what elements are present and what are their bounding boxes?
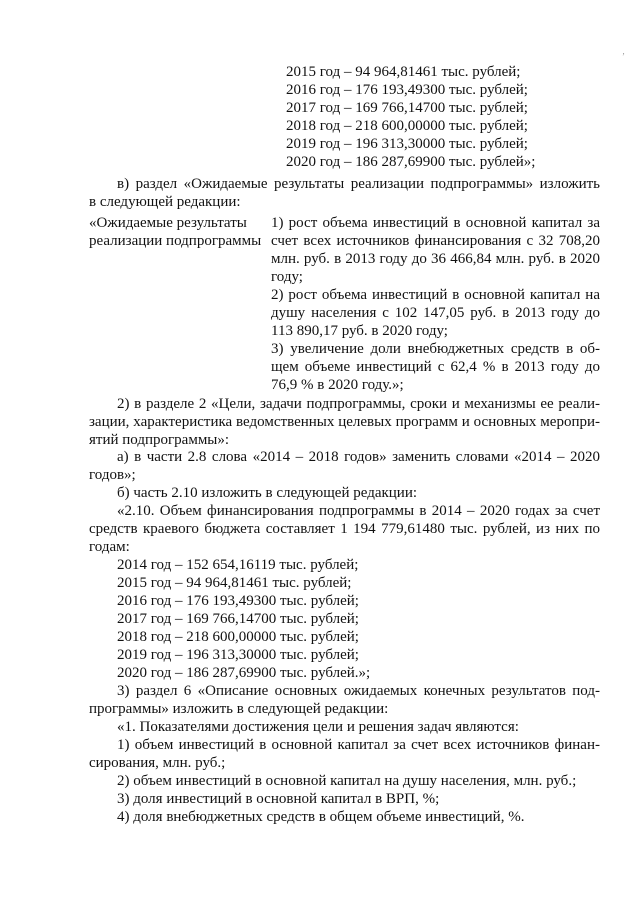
para-a-line: а) в части 2.8 слова «2014 – 2018 годов» заменить словами «2014 – 2020	[117, 449, 600, 465]
section3-line: программы» изложить в следующей редакции:	[89, 701, 389, 717]
top-year-line: 2015 год – 94 964,81461 тыс. рублей;	[286, 64, 521, 80]
table-right-line: 2) рост объема инвестиций в основной капитал на	[271, 287, 600, 303]
indicator-line: 2) объем инвестиций в основной капитал на душу населения, млн. руб.;	[117, 773, 577, 789]
top-year-line: 2018 год – 218 600,00000 тыс. рублей;	[286, 118, 528, 134]
para-210-line: «2.10. Объем финансирования подпрограммы в 2014 – 2020 годах за счет	[117, 503, 600, 519]
table-left-cell: «Ожидаемые результаты	[89, 215, 247, 231]
section2-line: ятий подпрограммы»:	[89, 432, 230, 448]
para-v-line: в следующей редакции:	[89, 194, 241, 210]
table-right-line: 1) рост объема инвестиций в основной капитал за	[271, 215, 600, 231]
indicators-intro: «1. Показателями достижения цели и решения задач являются:	[117, 719, 519, 735]
mid-year-line: 2016 год – 176 193,49300 тыс. рублей;	[117, 593, 359, 609]
table-right-line: душу населения с 102 147,05 руб. в 2013 году до	[271, 305, 600, 321]
table-right-line: 76,9 % в 2020 году.»;	[271, 377, 404, 393]
top-year-line: 2017 год – 169 766,14700 тыс. рублей;	[286, 100, 528, 116]
para-210-line: средств краевого бюджета составляет 1 194 779,61480 тыс. рублей, из них по	[89, 521, 600, 537]
table-right-line: 113 890,17 руб. в 2020 году;	[271, 323, 448, 339]
indicator-line: 3) доля инвестиций в основной капитал в ВРП, %;	[117, 791, 440, 807]
para-b-line: б) часть 2.10 изложить в следующей редакции:	[117, 485, 418, 501]
corner-mark: ‚	[622, 46, 625, 56]
section3-line: 3) раздел 6 «Описание основных ожидаемых конечных результатов под-	[117, 683, 600, 699]
top-year-line: 2020 год – 186 287,69900 тыс. рублей»;	[286, 154, 536, 170]
indicator-line: сирования, млн. руб.;	[89, 755, 226, 771]
mid-year-line: 2018 год – 218 600,00000 тыс. рублей;	[117, 629, 359, 645]
section2-line: зации, характеристика ведомственных целевых программ и основных меропри-	[89, 414, 600, 430]
section2-line: 2) в разделе 2 «Цели, задачи подпрограммы, сроки и механизмы ее реали-	[117, 396, 600, 412]
top-year-line: 2016 год – 176 193,49300 тыс. рублей;	[286, 82, 528, 98]
table-right-line: млн. руб. в 2013 году до 36 466,84 млн. руб. в 2020	[271, 251, 600, 267]
table-right-line: году;	[271, 269, 303, 285]
table-right-line: счет всех источников финансирования с 32 708,20	[271, 233, 600, 249]
indicator-line: 4) доля внебюджетных средств в общем объеме инвестиций, %.	[117, 809, 525, 825]
para-v-line: в) раздел «Ожидаемые результаты реализации подпрограммы» изложить	[117, 176, 600, 192]
indicator-line: 1) объем инвестиций в основной капитал за счет всех источников финан-	[117, 737, 600, 753]
mid-year-line: 2017 год – 169 766,14700 тыс. рублей;	[117, 611, 359, 627]
para-a-line: годов»;	[89, 467, 136, 483]
table-right-line: щем объеме инвестиций с 62,4 % в 2013 году до	[271, 359, 600, 375]
mid-year-line: 2015 год – 94 964,81461 тыс. рублей;	[117, 575, 352, 591]
table-right-line: 3) увеличение доли внебюджетных средств в об-	[271, 341, 600, 357]
table-left-cell: реализации подпрограммы	[89, 233, 262, 249]
mid-year-line: 2020 год – 186 287,69900 тыс. рублей.»;	[117, 665, 371, 681]
mid-year-line: 2019 год – 196 313,30000 тыс. рублей;	[117, 647, 359, 663]
mid-year-line: 2014 год – 152 654,16119 тыс. рублей;	[117, 557, 359, 573]
top-year-line: 2019 год – 196 313,30000 тыс. рублей;	[286, 136, 528, 152]
para-210-line: годам:	[89, 539, 130, 555]
